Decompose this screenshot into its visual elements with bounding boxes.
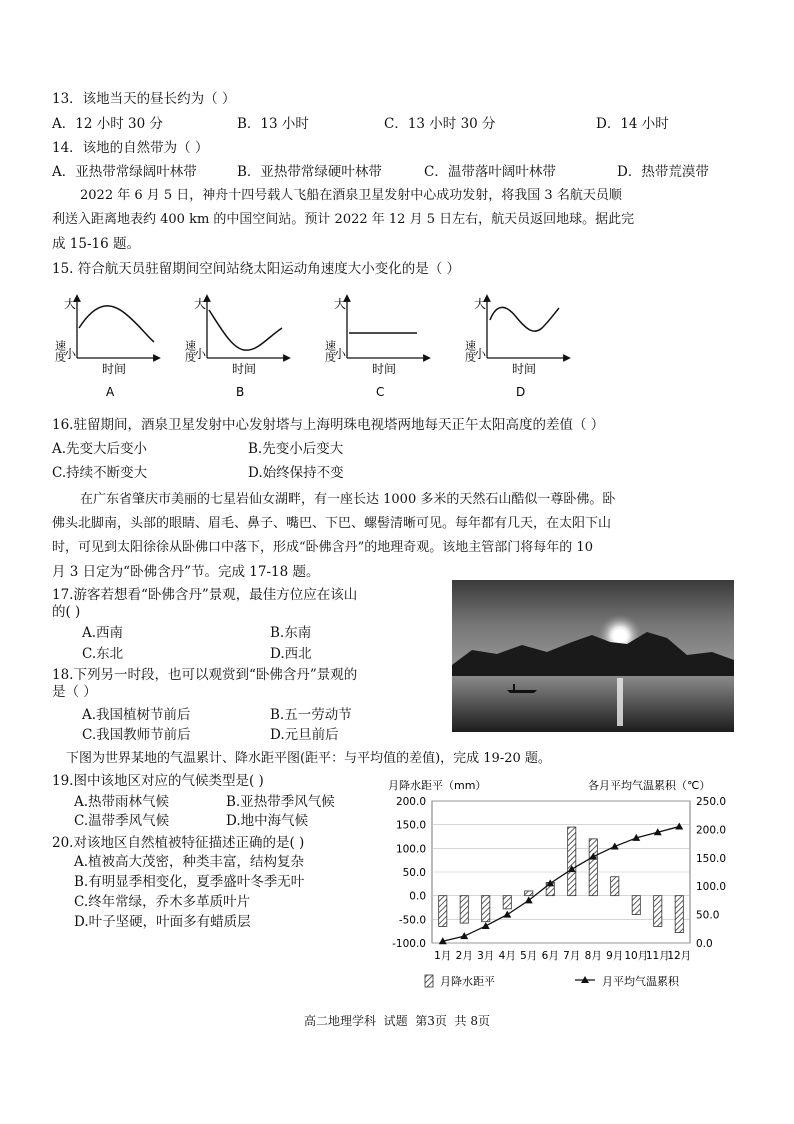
precip-anomaly-bar [439,896,447,927]
precip-anomaly-bar [589,839,597,896]
q18-stem-line2: 是（ ） [52,684,97,700]
q14-stem: 14．该地的自然带为（ ） [52,140,209,156]
graph-d-label: D [516,385,526,399]
precip-anomaly-bar [632,896,640,915]
q20-option-d: D.叶子坚硬，叶面多有蜡质层 [74,914,251,930]
y-left-tick-label: 0.0 [409,890,426,903]
q19-option-c: C.温带季风气候 [74,813,170,829]
graph-a-ylabel: 速度 [53,340,67,362]
q17-option-c: C.东北 [82,646,124,662]
y-left-tick-label: 100.0 [395,843,426,856]
passage1-line1: 2022 年 6 月 5 日，神舟十四号载人飞船在酒泉卫星发射中心成功发射，将我国 3 名航天员顺 [80,188,622,203]
y-right-tick-label: 200.0 [696,824,727,837]
passage1-line2: 利送入距离地表约 400 km 的中国空间站。预计 2022 年 12 月 5 日左右，航天员返回地球。据此完 [52,212,635,227]
q18-option-b: B.五一劳动节 [270,707,352,723]
sunset-lake-photo [452,580,734,732]
q19-option-b: B.亚热带季风气候 [226,794,335,810]
passage2-line4: 月 3 日定为“卧佛含丹”节。完成 17-18 题。 [52,564,320,580]
q19-option-a: A.热带雨林气候 [74,794,170,810]
temp-accum-point [675,823,683,830]
q15-graphs [52,290,572,405]
q13-option-c: C．13 小时 30 分 [384,116,496,132]
legend-bar-label: 月降水距平 [440,975,495,988]
climate-chart [380,773,740,993]
graph-b-big: 大 [194,297,207,311]
q17-stem-line2: 的( ) [52,604,81,620]
q16-option-a: A.先变大后变小 [52,441,148,457]
graph-b-xlabel: 时间 [232,362,257,376]
intro-19-20: 下图为世界某地的气温累计、降水距平图(距平：与平均值的差值)，完成 19-20 题。 [66,751,551,766]
passage2-line2: 佛头北脚南，头部的眼睛、眉毛、鼻子、嘴巴、下巴、螺髻清晰可见。每年都有几天，在太阳下山 [52,516,612,531]
q14-option-d: D．热带荒漠带 [617,164,709,180]
x-tick-label: 4月 [498,950,516,962]
graph-a-label: A [106,385,115,399]
q16-stem: 16.驻留期间，酒泉卫星发射中心发射塔与上海明珠电视塔两地每天正午太阳高度的差值（ ） [52,417,605,433]
x-tick-label: 2月 [455,950,473,962]
q20-stem: 20.对该地区自然植被特征描述正确的是( ) [52,835,305,851]
q17-option-a: A.西南 [82,625,124,641]
precip-anomaly-bar [675,896,683,933]
precip-anomaly-bar [654,896,662,927]
x-tick-label: 6月 [541,950,559,962]
graph-b-label: B [236,385,245,399]
precip-anomaly-bar [482,896,490,922]
graph-a-small: 小 [64,347,77,361]
graph-a-xlabel: 时间 [102,362,127,376]
temp-accum-point [460,932,468,939]
q15-stem: 15. 符合航天员驻留期间空间站绕太阳运动角速度大小变化的是（ ） [52,261,461,277]
q20-option-b: B.有明显季相变化，夏季盛叶冬季无叶 [74,874,305,890]
x-tick-label: 11月 [645,950,670,962]
q17-option-b: B.东南 [270,625,312,641]
legend-bar-swatch [425,975,433,987]
q13-option-d: D．14 小时 [596,116,669,132]
y-left-tick-label: -50.0 [398,914,426,927]
graph-b-small: 小 [194,347,207,361]
page-footer: 高二地理学科 试题 第3页 共 8页 [304,1014,490,1028]
graph-d-small: 小 [474,347,487,361]
graph-a [54,296,158,399]
x-tick-label: 8月 [584,950,602,962]
x-tick-label: 5月 [520,950,538,962]
y-right-tick-label: 0.0 [696,938,713,950]
precip-anomaly-bar [525,891,533,896]
y-right-tick-label: 250.0 [696,796,727,808]
graph-d-ylabel: 速度 [463,340,477,362]
x-tick-label: 10月 [624,950,649,962]
q16-option-c: C.持续不断变大 [52,465,148,481]
q16-option-d: D.始终保持不变 [248,465,344,481]
q13-stem: 13．该地当天的昼长约为（ ） [52,91,236,107]
graph-d-big: 大 [474,297,487,311]
y-right-tick-label: 150.0 [696,852,727,865]
q18-stem-line1: 18.下列另一时段，也可以观赏到“卧佛含丹”景观的 [52,667,358,683]
graph-d-xlabel: 时间 [512,362,537,376]
y-right-axis-label: 各月平均气温累积（℃） [588,779,711,792]
precip-anomaly-bar [503,896,511,909]
x-tick-label: 9月 [606,950,624,962]
x-tick-label: 7月 [563,950,581,962]
y-left-axis-label: 月降水距平（mm） [388,779,487,792]
graph-d [464,296,568,399]
graph-c-small: 小 [334,347,347,361]
temp-accum-point [482,922,490,929]
y-right-tick-label: 50.0 [696,909,720,922]
precip-anomaly-bar [568,827,576,896]
graph-b [184,296,288,399]
q18-option-c: C.我国教师节前后 [82,727,191,743]
q18-option-d: D.元旦前后 [270,727,339,743]
passage2-line3: 时，可见到太阳徐徐从卧佛口中落下，形成“卧佛含丹”的地理奇观。该地主管部门将每年的 10 [52,540,593,555]
passage1-line3: 成 15-16 题。 [52,236,141,252]
precip-anomaly-bar [611,877,619,896]
y-left-tick-label: -100.0 [392,938,426,950]
temp-accum-line [443,827,680,942]
legend-line-label: 月平均气温累积 [602,975,679,988]
precip-anomaly-bar [460,896,468,923]
q16-option-b: B.先变小后变大 [248,441,344,457]
q14-option-c: C．温带落叶阔叶林带 [424,164,556,180]
q20-option-c: C.终年常绿，乔木多革质叶片 [74,894,251,910]
y-right-tick-label: 100.0 [696,881,727,894]
graph-b-ylabel: 速度 [183,340,197,362]
q19-option-d: D.地中海气候 [226,813,309,829]
x-tick-label: 12月 [667,950,692,962]
graph-c-ylabel: 速度 [323,340,337,362]
graph-c-big: 大 [334,297,347,311]
q20-option-a: A.植被高大茂密，种类丰富，结构复杂 [74,854,305,870]
y-left-tick-label: 200.0 [395,796,426,808]
y-left-tick-label: 150.0 [395,819,426,832]
graph-c-xlabel: 时间 [372,362,397,376]
q19-stem: 19.图中该地区对应的气候类型是( ) [52,773,264,789]
passage2-line1: 在广东省肇庆市美丽的七星岩仙女湖畔，有一座长达 1000 多米的天然石山酷似一尊卧佛。卧 [80,492,616,507]
q18-option-a: A.我国植树节前后 [82,707,191,723]
q17-option-d: D.西北 [270,646,312,662]
x-tick-label: 1月 [434,950,452,962]
q13-option-b: B．13 小时 [237,116,309,132]
graph-c [324,296,428,399]
q17-stem-line1: 17.游客若想看“卧佛含丹”景观，最佳方位应在该山 [52,587,358,603]
q14-option-b: B．亚热带常绿硬叶林带 [237,164,382,180]
graph-a-big: 大 [64,297,77,311]
graph-c-label: C [376,385,385,399]
q13-option-a: A．12 小时 30 分 [52,116,163,132]
y-left-tick-label: 50.0 [402,867,426,879]
q14-option-a: A．亚热带常绿阔叶林带 [52,164,197,180]
temp-accum-point [503,911,511,918]
x-tick-label: 3月 [477,950,495,962]
